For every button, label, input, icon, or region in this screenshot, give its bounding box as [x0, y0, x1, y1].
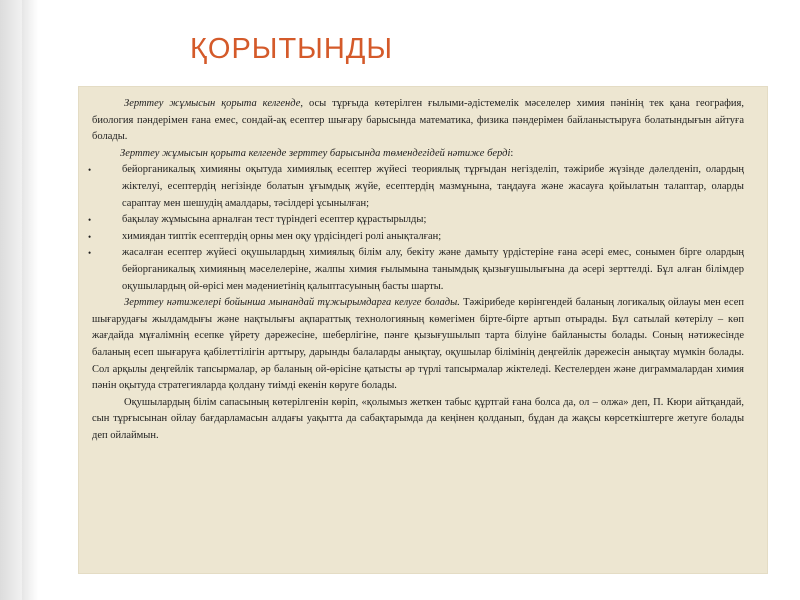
list-item: [88, 245, 744, 295]
paragraph-1-italic: Зерттеу жұмысын қорыта келгенде: [124, 98, 301, 109]
list-item-text: химиядан типтік есептердің орны мен оқу үрдісіндегі ролі анықталған;: [122, 230, 442, 242]
paragraph-3: [92, 295, 744, 395]
paragraph-2-italic: Зерттеу жұмысын қорыта келгенде зерттеу барысында төмендегідей нәтиже берді: [120, 147, 511, 159]
list-item-text: бақылау жұмысына арналған тест түріндегі есептер құрастырылды;: [122, 214, 427, 226]
list-item-text: жасалған есептер жүйесі оқушылардың химиялық білім алу, бекіту және дамыту үрдістеріне ғана әсері емес, сонымен бірге олардың бейорганикалық химияның мәселелеріне, жалпы химия ғылымына танымдық қызығушылығына да әсері зерттелді. Бұл алған білімдер оқушылардың ой-өрісі мен мәдениетінің қалыптасуының басты шарты.: [122, 247, 744, 292]
paragraph-1: [92, 96, 744, 146]
bullet-icon: •: [88, 231, 92, 242]
paragraph-2-colon: :: [510, 147, 514, 159]
bullet-icon: •: [88, 248, 92, 259]
left-decorative-bar: [0, 0, 22, 600]
bullet-icon: •: [88, 165, 92, 176]
paragraph-2: [92, 146, 744, 163]
results-list: [88, 162, 744, 295]
paragraph-3-italic: Зерттеу нәтижелері бойынша мынандай тұжырымдарға келуге болады.: [124, 297, 460, 309]
paragraph-4: Оқушылардың білім сапасының көтерілгенін көріп, «қолымыз жеткен табыс құртгай ғана болса да, ол – олжа» деп, П. Кюри айтқандай, сын тұрғысынан ойлау бағдарламасын алдағы уақытта да сабақтарымда да кеңінен қолданып, бұдан да жақсы көрсеткіштерге жетуге болады деп ойлаймын.: [92, 396, 744, 441]
page-title: ҚОРЫТЫНДЫ: [190, 33, 394, 65]
content-text: [88, 96, 744, 444]
bullet-icon: •: [88, 215, 92, 226]
list-item: [88, 212, 744, 229]
list-item: [88, 162, 744, 212]
paragraph-1-text: , осы тұрғыда көтерілген ғылыми-әдістемелік мәселелер химия пәнінің тек қана география, биология пәндерімен ғана емес, сондай-ақ есептер шығару барысында математика, физика пәндерімен байланыстыруға болатындығын айтуға болады.: [92, 98, 744, 143]
paragraph-3-text: Тәжірибеде көрінгендей баланың логикалық ойлауы мен есеп шығарудағы жылдамдығы және нақтылығы ақпараттық технологияның көмегімен бірте-бірте артып отырады. Бұл сатылай көтерілу – көп жағдайда мұғалімнің есепке үйрету дәрежесіне, шеберлігіне, пәнге қызығушылып тарта білуіне байланысты болады. Соның нәтижесінде баланың есеп шығаруға қабілеттілігін арттыру, дарынды балаларды анықтау, оқушылар білімінің деңгейлік дәрежесін анықтау мүмкін болады. Сол арқылы деңгейлік тапсырмалар, әр баланың ой-өрісіне қатысты әр түрлі тапсырмалар жіктеледі. Кестелерден және диграммалардан химия пәнін оқытуда стратегияларда қолдану тиімді екенін көруге болады.: [92, 297, 744, 392]
list-item: [88, 229, 744, 246]
list-item-text: бейорганикалық химияны оқытуда химиялық есептер жүйесі теориялық тұрғыдан негізделіп, тәжірибе жүзінде дәлелденіп, олардың жіктелуі, есептердің негізінде болатын ұғымдық жүйе, есептердің мазмұнына, таңдауға және жасауға қойылатын талаптар, оларды сараптау мен шешудің амалдары, тәсілдері ұсынылған;: [122, 164, 744, 209]
left-shadow: [22, 0, 38, 600]
